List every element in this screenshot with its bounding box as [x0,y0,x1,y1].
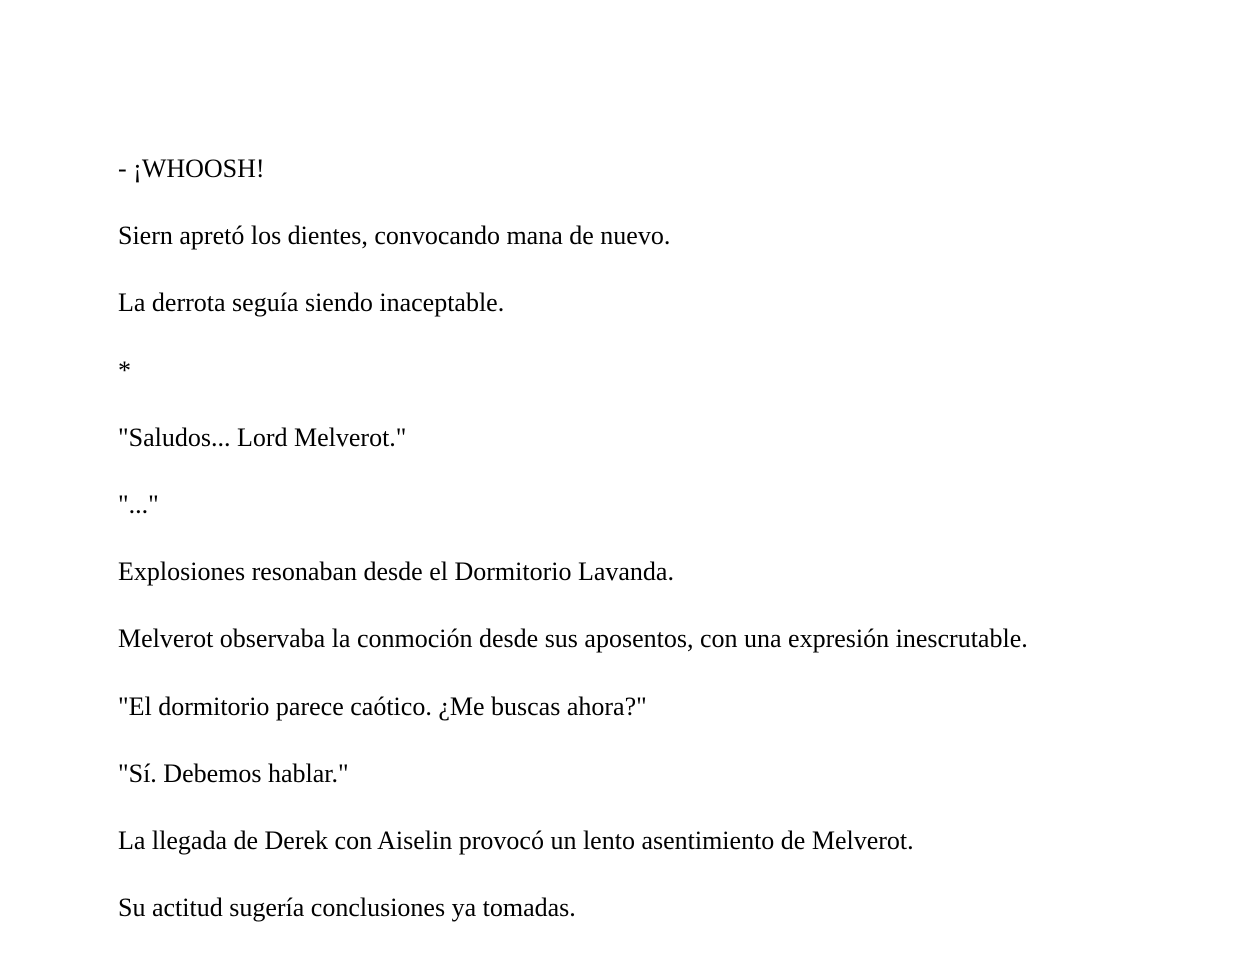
paragraph-whoosh: - ¡WHOOSH! [118,154,265,183]
paragraph-derrota: La derrota seguía siendo inaceptable. [118,288,505,318]
paragraph-explosiones: Explosiones resonaban desde el Dormitorio Lavanda. [118,557,674,587]
paragraph-siern-mana: Siern apretó los dientes, convocando mana de nuevo. [118,221,671,251]
paragraph-dormitorio-caotico: "El dormitorio parece caótico. ¿Me buscas ahora?" [118,691,647,721]
paragraph-saludos: "Saludos... Lord Melverot." [118,422,407,452]
paragraph-debemos-hablar: "Sí. Debemos hablar." [118,758,349,788]
paragraph-melverot-observaba: Melverot observaba la conmoción desde sus aposentos, con una expresión inescrutable. [118,624,1028,654]
document-body [118,150,1218,956]
scene-break: * [118,355,131,385]
paragraph-ellipsis: "..." [118,489,159,519]
paragraph-actitud: Su actitud sugería conclusiones ya tomadas. [118,893,576,923]
paragraph-llegada-derek: La llegada de Derek con Aiselin provocó un lento asentimiento de Melverot. [118,825,914,855]
